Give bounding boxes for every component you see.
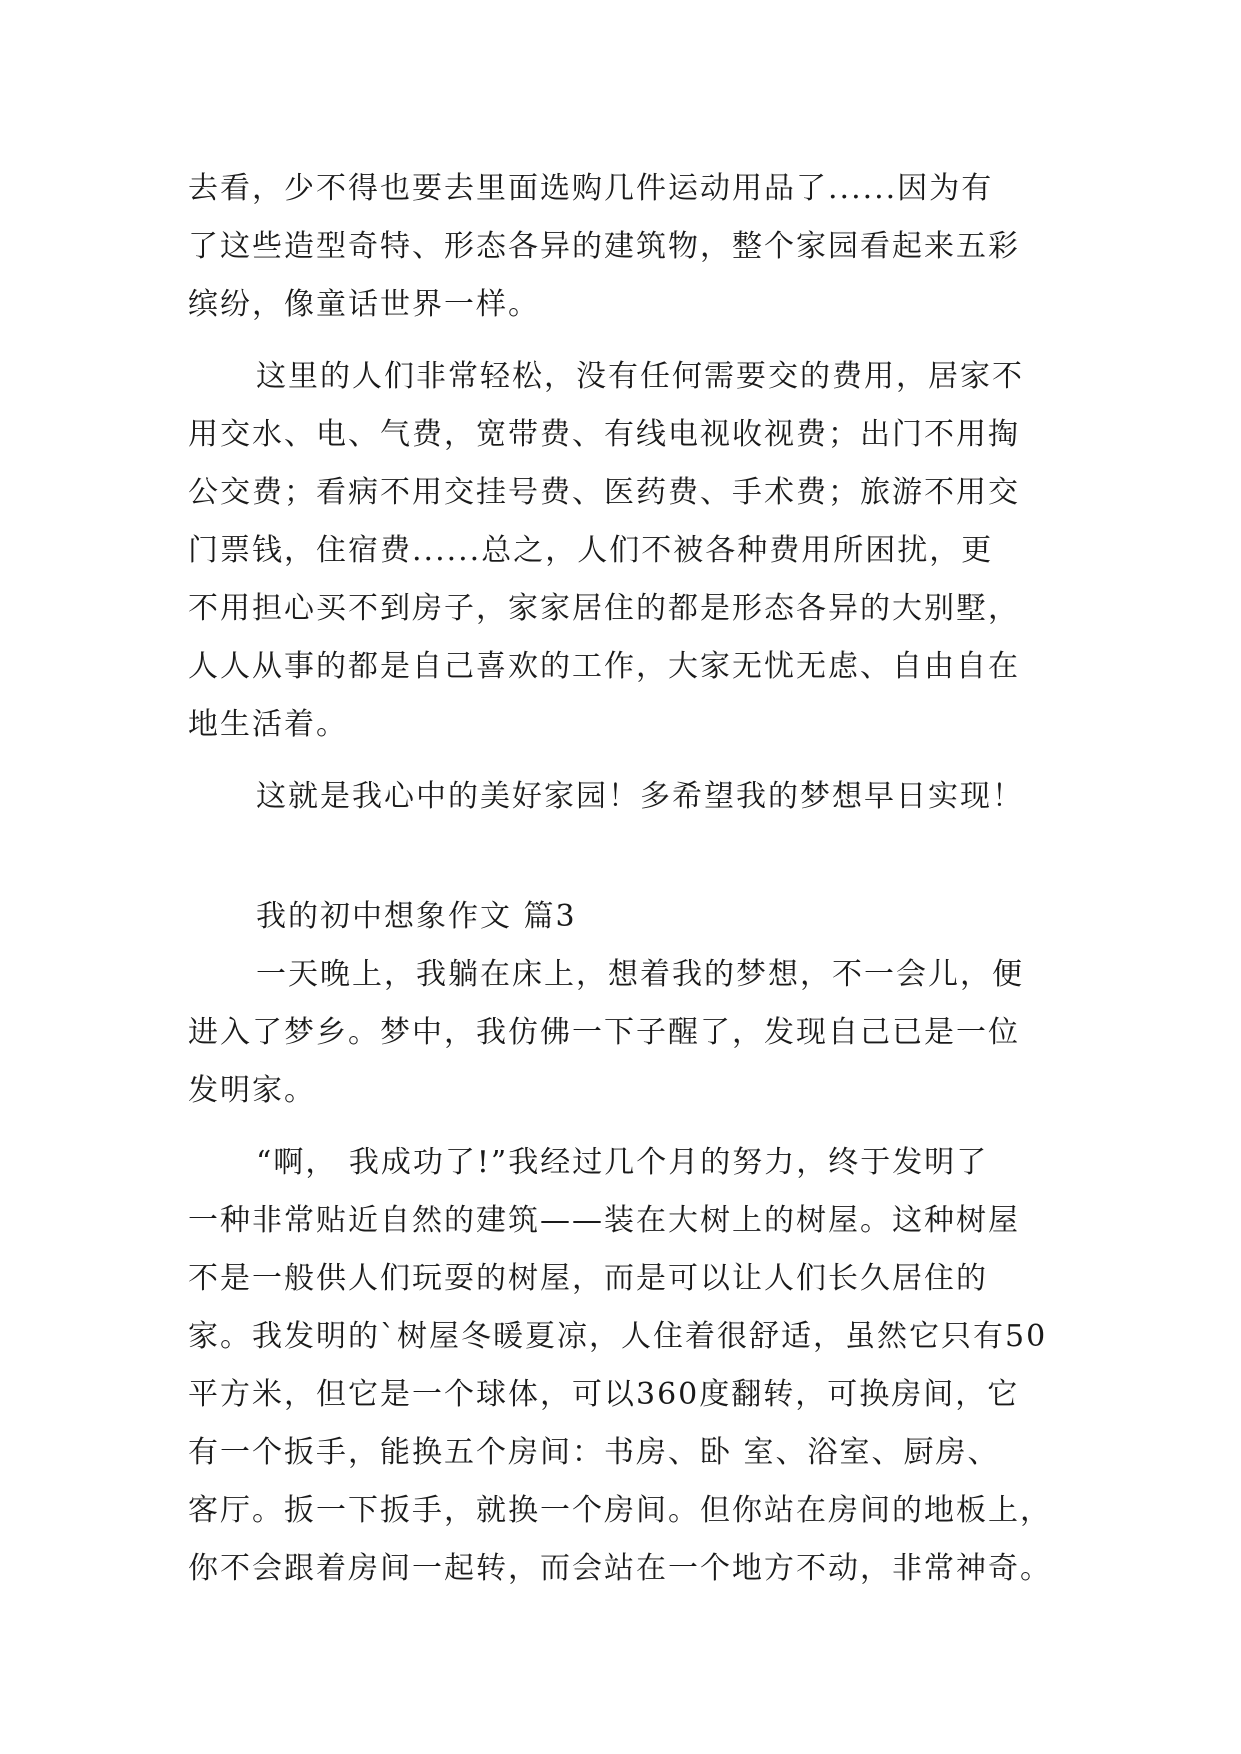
paragraph [188,1134,1058,1598]
text-line: 这就是我心中的美好家园！多希望我的梦想早日实现！ [256,779,1024,814]
text-line: “啊， 我成功了!”我经过几个月的努力，终于发明了 [256,1145,989,1180]
text-line: 这里的人们非常轻松，没有任何需要交的费用，居家不 [256,359,1024,394]
text-line: 公交费；看病不用交挂号费、医药费、手术费；旅游不用交 [188,475,1020,510]
text-line: 有一个扳手，能换五个房间：书房、卧 室、浴室、厨房、 [188,1435,1000,1470]
text-line: 平方米，但它是一个球体，可以360度翻转，可换房间，它 [188,1377,1020,1412]
paragraph [188,768,1058,826]
paragraph [188,160,1058,334]
text-line: 地生活着。 [188,707,348,742]
text-line: 家。我发明的`树屋冬暖夏凉，人住着很舒适，虽然它只有50 [188,1319,1048,1354]
text-line: 了这些造型奇特、形态各异的建筑物，整个家园看起来五彩 [188,229,1020,264]
text-line: 缤纷，像童话世界一样。 [188,287,540,322]
text-line: 用交水、电、气费，宽带费、有线电视收视费；出门不用掏 [188,417,1020,452]
paragraph [188,348,1058,754]
text-line: 去看，少不得也要去里面选购几件运动用品了......因为有 [188,171,994,206]
heading-text: 我的初中想象作文 篇3 [256,899,577,934]
text-line: 人人从事的都是自己喜欢的工作，大家无忧无虑、自由自在 [188,649,1020,684]
text-line: 你不会跟着房间一起转，而会站在一个地方不动，非常神奇。 [188,1551,1052,1586]
section-heading [188,888,1058,946]
text-line: 门票钱，住宿费......总之，人们不被各种费用所困扰，更 [188,533,994,568]
text-line: 不是一般供人们玩耍的树屋，而是可以让人们长久居住的 [188,1261,988,1296]
text-line: 一种非常贴近自然的建筑——装在大树上的树屋。这种树屋 [188,1203,1020,1238]
document-body [188,160,1058,1598]
paragraph [188,946,1058,1120]
text-line: 客厅。扳一下扳手，就换一个房间。但你站在房间的地板上， [188,1493,1052,1528]
text-line: 进入了梦乡。梦中，我仿佛一下子醒了，发现自己已是一位 [188,1015,1020,1050]
text-line: 发明家。 [188,1073,316,1108]
text-line: 不用担心买不到房子，家家居住的都是形态各异的大别墅， [188,591,1020,626]
text-line: 一天晚上，我躺在床上，想着我的梦想，不一会儿，便 [256,957,1024,992]
